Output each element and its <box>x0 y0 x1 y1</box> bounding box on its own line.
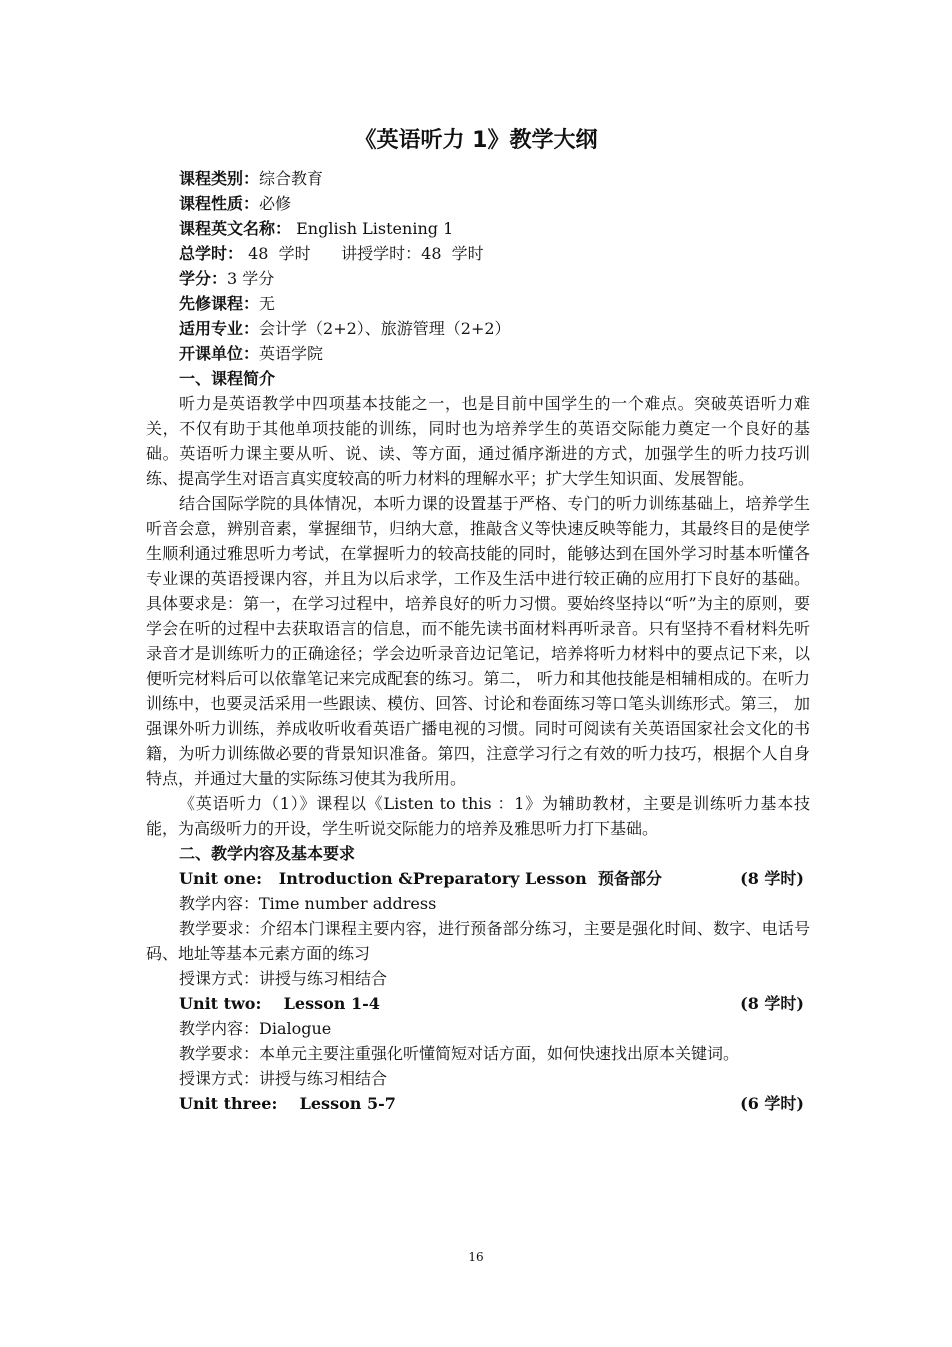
field-value: 3 学分 <box>227 269 275 288</box>
unit-content: 教学内容：Time number address <box>179 894 437 913</box>
unit-hours: (8 学时) <box>740 869 804 888</box>
field-key: 学分： <box>179 269 228 288</box>
field-key: 课程性质： <box>179 194 260 213</box>
field-key: 适用专业： <box>179 319 260 338</box>
intro-paragraph: 听力是英语教学中四项基本技能之一，也是目前中国学生的一个难点。突破英语听力难关，不仅有助于其他单项技能的训练，同时也为培养学生的英语交际能力奠定一个良好的基础。英语听力课主要从听、说、读、等方面，通过循序渐进的方式，加强学生的听力技巧训练、提高学生对语言真实度较高的听力材料的理解水平；扩大学生知识面、发展智能。 <box>146 394 810 488</box>
intro-paragraph: 结合国际学院的具体情况，本听力课的设置基于严格、专门的听力训练基础上，培养学生听音会意，辨别音素，掌握细节，归纳大意，推敲含义等快速反映等能力，其最终目的是使学生顺利通过雅思听力考试，在掌握听力的较高技能的同时，能够达到在国外学习时基本听懂各专业课的英语授课内容，并且为以后求学，工作及生活中进行较正确的应用打下良好的基础。具体要求是：第一，在学习过程中，培养良好的听力习惯。要始终坚持以“听”为主的原则，要学会在听的过程中去获取语言的信息，而不能先读书面材料再听录音。只有坚持不看材料先听录音才是训练听力的正确途径；学会边听录音边记笔记，培养将听力材料中的要点记下来，以便听完材料后可以依靠笔记来完成配套的练习。第二， 听力和其他技能是相辅相成的。在听力训练中，也要灵活采用一些跟读、模仿、回答、讨论和卷面练习等口笔头训练形式。第三， 加强课外听力训练，养成收听收看英语广播电视的习惯。同时可阅读有关英语国家社会文化的书籍，为听力训练做必要的背景知识准备。第四，注意学习行之有效的听力技巧，根据个人自身特点，并通过大量的实际练习使其为我所用。 <box>146 494 810 788</box>
field-key: 开课单位： <box>179 344 260 363</box>
field-value: 会计学（2+2）、旅游管理（2+2） <box>259 319 511 338</box>
unit-title-row <box>146 1091 810 1116</box>
field-value: 无 <box>259 294 276 313</box>
field-key: 课程类别： <box>179 169 260 188</box>
section-heading-intro: 一、课程简介 <box>179 369 276 388</box>
field-majors <box>146 316 810 341</box>
unit-title-row <box>146 866 810 891</box>
unit-method: 授课方式：讲授与练习相结合 <box>179 1069 388 1088</box>
unit-title-row <box>146 991 810 1016</box>
page-title: 《英语听力 1》教学大纲 <box>354 128 598 153</box>
field-department <box>146 341 810 366</box>
field-key: 先修课程： <box>179 294 260 313</box>
field-key: 课程英文名称： <box>179 219 292 238</box>
unit-requirement: 教学要求：介绍本门课程主要内容，进行预备部分练习，主要是强化时间、数字、电话号码、地址等基本元素方面的练习 <box>146 919 810 963</box>
field-value: 英语学院 <box>259 344 324 363</box>
unit-hours: (8 学时) <box>740 994 804 1013</box>
field-credits <box>146 266 810 291</box>
page-number: 16 <box>468 1250 484 1264</box>
field-english-name <box>146 216 810 241</box>
unit-requirement: 教学要求：本单元主要注重强化听懂简短对话方面，如何快速找出原本关键词。 <box>179 1044 740 1063</box>
unit-method: 授课方式：讲授与练习相结合 <box>179 969 388 988</box>
unit-content: 教学内容：Dialogue <box>179 1019 332 1038</box>
field-value: 48 学时 讲授学时：48 学时 <box>243 244 484 263</box>
intro-paragraph: 《英语听力（1）》课程以《Listen to this ：1》为辅助教材，主要是训练听力基本技能，为高级听力的开设，学生听说交际能力的培养及雅思听力打下基础。 <box>146 794 810 838</box>
field-prerequisite <box>146 291 810 316</box>
field-total-hours <box>146 241 810 266</box>
unit-hours: (6 学时) <box>740 1094 804 1113</box>
document-body <box>146 166 810 1116</box>
field-course-category <box>146 166 810 191</box>
field-key: 总学时： <box>179 244 244 263</box>
unit-title: Unit one: Introduction &Preparatory Lesson 预备部分 <box>179 869 662 888</box>
unit-title: Unit two: Lesson 1-4 <box>179 994 380 1013</box>
field-value: English Listening 1 <box>291 219 454 238</box>
unit-title: Unit three: Lesson 5-7 <box>179 1094 396 1113</box>
field-value: 必修 <box>259 194 292 213</box>
field-course-nature <box>146 191 810 216</box>
field-value: 综合教育 <box>259 169 324 188</box>
section-heading-content: 二、教学内容及基本要求 <box>179 844 356 863</box>
